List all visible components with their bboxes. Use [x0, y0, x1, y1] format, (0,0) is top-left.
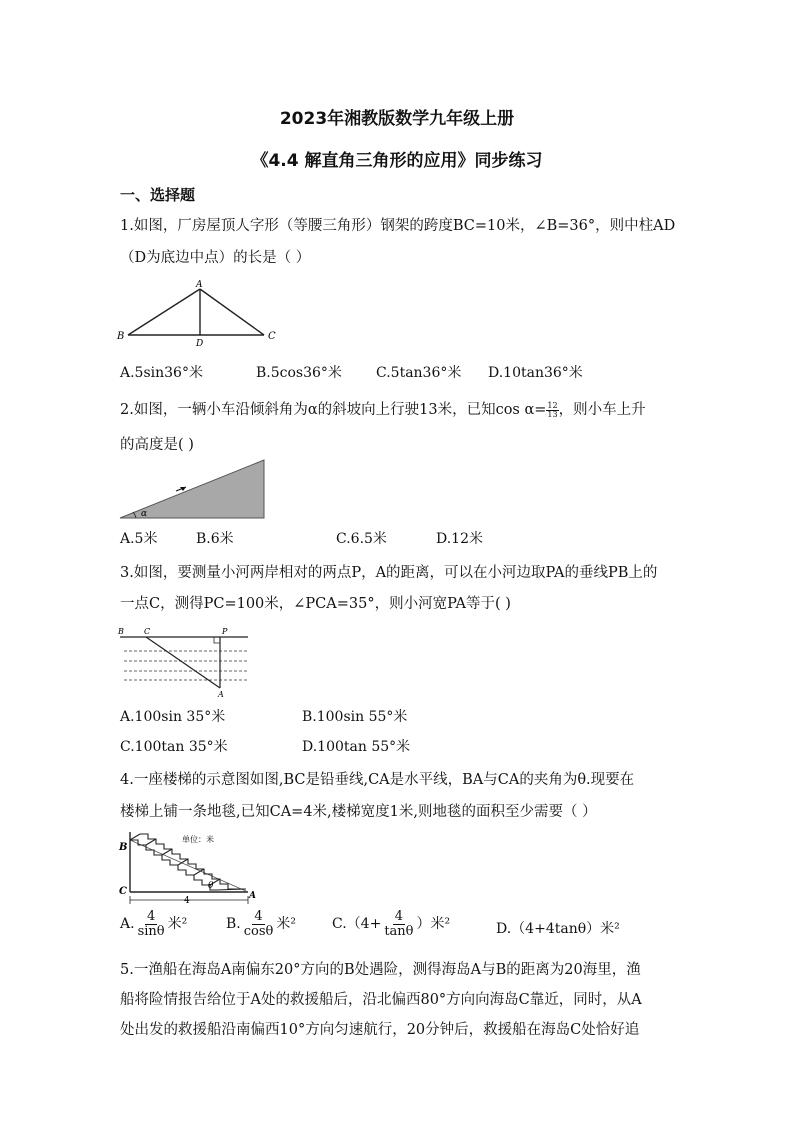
q4-option-d: D.（4+4tanθ）米²: [496, 921, 620, 937]
q1-option-a: A.5sin36°米: [120, 365, 203, 381]
document-title: 2023年湘教版数学九年级上册: [279, 109, 515, 129]
document-subtitle: 《4.4 解直角三角形的应用》同步练习: [251, 151, 543, 171]
q2-option-d: D.12米: [436, 531, 483, 547]
q4-label-b: B: [119, 842, 128, 853]
q3-option-d: D.100tan 55°米: [302, 739, 411, 755]
q4-option-c-fraction: [382, 910, 415, 938]
q1-option-d: D.10tan36°米: [488, 365, 583, 381]
q4-option-b-fraction: [242, 910, 276, 938]
q2-stem-line1: [120, 398, 646, 419]
q4-option-c-denominator: tanθ: [384, 923, 414, 939]
q2-option-a: A.5米: [120, 531, 158, 547]
q4-option-a-fraction: [136, 910, 167, 938]
q4-option-a-unit: 米²: [167, 916, 188, 933]
q4-label-length: 4: [184, 896, 190, 906]
q4-step-edge-3: [162, 849, 172, 855]
q3-stem-line1: 3.如图，要测量小河两岸相对的两点P，A的距离，可以在小河边取PA的垂线PB上的: [120, 565, 658, 581]
q2-stem-line1-start: 2.如图，一辆小车沿倾斜角为α的斜坡向上行驶13米，已知cos α=: [120, 402, 547, 418]
q4-option-c-unit: ）米²: [416, 916, 451, 933]
q1-stem-line1: 1.如图，厂房屋顶人字形（等腰三角形）钢架的跨度BC=10米，∠B=36°，则中柱AD: [120, 218, 676, 234]
q4-line-ba: [130, 840, 248, 892]
section-heading: 一、选择题: [120, 186, 196, 204]
q2-label-alpha: α: [141, 509, 148, 519]
q3-stem-line2: 一点C，测得PC=100米，∠PCA=35°，则小河宽PA等于( ): [120, 596, 511, 612]
q3-river-diagram: [116, 622, 256, 698]
q4-stem-line1: 4.一座楼梯的示意图如图,BC是铅垂线,CA是水平线，BA与CA的夹角为θ.现要在: [120, 772, 635, 788]
q3-label-a: A: [218, 690, 224, 698]
q1-option-b: B.5cos36°米: [256, 365, 342, 381]
q2-cos-numerator: 12: [547, 400, 558, 410]
q4-stairs-diagram: [116, 826, 258, 908]
q5-stem-line1: 5.一渔船在海岛A南偏东20°方向的B处遇险，测得海岛A与B的距离为20海里，渔: [120, 962, 641, 978]
q4-option-c: [332, 910, 450, 938]
q1-label-c: C: [268, 331, 276, 342]
q3-label-c: C: [144, 627, 151, 636]
q4-option-c-prefix: C.（4+: [332, 916, 382, 933]
q4-step-edge-7: [216, 889, 246, 890]
q1-label-b: B: [117, 331, 125, 342]
q2-cos-denominator: 13: [547, 409, 558, 419]
q1-option-c: C.5tan36°米: [376, 365, 462, 381]
q2-option-b: B.6米: [196, 531, 234, 547]
q2-cos-fraction: [546, 402, 558, 419]
q2-stem-line1-end: ，则小车上升: [558, 402, 646, 418]
q3-label-b: B: [118, 627, 124, 636]
q4-step-edge-1: [130, 834, 140, 840]
q4-option-a-prefix: A.: [120, 916, 135, 933]
q4-option-a-numerator: 4: [146, 909, 156, 924]
q1-label-a: A: [196, 280, 203, 290]
q1-side-ab: [128, 289, 200, 335]
q3-option-c: C.100tan 35°米: [120, 739, 228, 755]
q4-option-b-unit: 米²: [276, 916, 296, 933]
q4-stem-line2: 楼梯上铺一条地毯,已知CA=4米,楼梯宽度1米,则地毯的面积至少需要（ ）: [120, 804, 597, 820]
q4-option-b: [226, 910, 296, 938]
q4-label-c: C: [119, 886, 127, 897]
q3-option-a: A.100sin 35°米: [120, 709, 226, 725]
q4-option-b-prefix: B.: [226, 916, 241, 933]
q1-label-d: D: [196, 339, 204, 348]
q5-stem-line2: 船将险情报告给位于A处的救援船后，沿北偏西80°方向向海岛C靠近，同时，从A: [120, 992, 642, 1008]
q3-line-ca: [146, 637, 220, 688]
q4-option-a: [120, 910, 187, 938]
q4-unit-caption: 单位：米: [182, 835, 214, 844]
q2-option-c: C.6.5米: [336, 531, 387, 547]
q3-right-angle-mark: [214, 637, 220, 643]
q4-label-a: A: [249, 891, 256, 901]
q1-triangle-diagram: [112, 276, 282, 348]
q3-label-p: P: [222, 627, 228, 636]
q4-label-theta: θ: [208, 881, 214, 891]
q4-option-b-numerator: 4: [254, 909, 263, 924]
q2-stem-line2: 的高度是( ): [120, 437, 194, 453]
q5-stem-line3: 处出发的救援船沿南偏西10°方向匀速航行，20分钟后，救援船在海岛C处恰好追: [120, 1022, 640, 1038]
q1-side-ac: [200, 289, 264, 335]
q4-step-edge-2: [146, 839, 156, 845]
q4-option-a-denominator: sinθ: [137, 923, 165, 939]
q3-option-b: B.100sin 55°米: [302, 709, 408, 725]
q4-step-front: [130, 840, 216, 890]
q4-option-c-numerator: 4: [394, 909, 404, 924]
q1-stem-line2: （D为底边中点）的长是（ ）: [120, 250, 311, 266]
q4-option-b-denominator: cosθ: [243, 923, 274, 939]
q2-slope-diagram: [112, 456, 270, 522]
